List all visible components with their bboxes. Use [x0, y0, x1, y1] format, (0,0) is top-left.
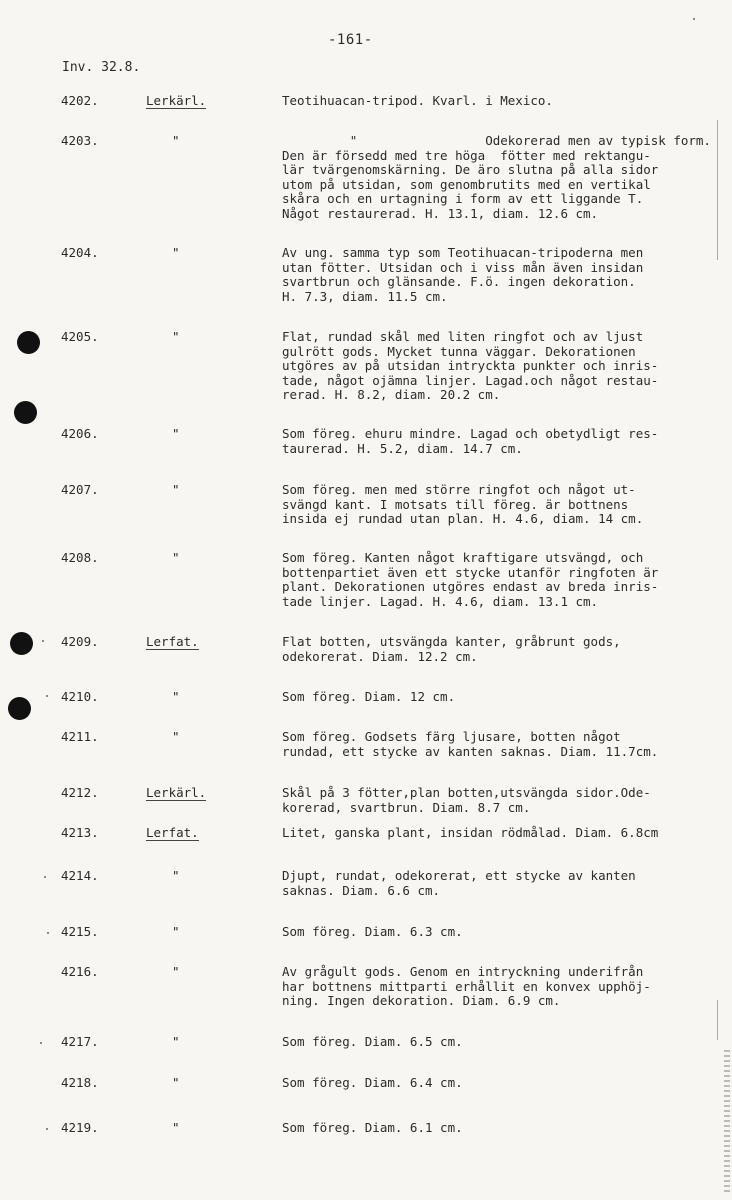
- speck: [47, 932, 49, 934]
- entry-description: Flat botten, utsvängda kanter, gråbrunt gods, odekorerat. Diam. 12.2 cm.: [282, 634, 621, 664]
- entry-description: Litet, ganska plant, insidan rödmålad. Diam. 6.8cm: [282, 825, 659, 840]
- paper-edge: [724, 1050, 730, 1195]
- entry-description: Som föreg. Kanten något kraftigare utsvängd, och bottenpartiet även ett stycke utanför ringfoten är plant. Dekorationen utgöres endast av breda inris- tade linjer. Lagad. H. 4.6, diam. 13.1 cm.: [282, 550, 659, 609]
- ditto-mark: ": [172, 1075, 180, 1090]
- punch-hole: [17, 331, 40, 354]
- entry-number: 4204.: [61, 245, 99, 260]
- ditto-mark: ": [172, 245, 180, 260]
- entry-description: Teotihuacan-tripod. Kvarl. i Mexico.: [282, 93, 553, 108]
- entry-description: Som föreg. Diam. 6.4 cm.: [282, 1075, 463, 1090]
- speck: [46, 1128, 48, 1130]
- entry-description: Som föreg. men med större ringfot och något ut- svängd kant. I motsats till föreg. är bottnens insida ej rundad utan plan. H. 4.6, diam. 14 cm.: [282, 482, 644, 527]
- speck: [42, 640, 44, 642]
- entry-number: 4219.: [61, 1120, 99, 1135]
- ditto-mark: ": [172, 482, 180, 497]
- entry-type: Lerkärl.: [146, 785, 207, 800]
- entry-type: Lerkärl.: [146, 93, 207, 108]
- ditto-mark: ": [172, 1034, 180, 1049]
- entry-description: Flat, rundad skål med liten ringfot och av ljust gulrött gods. Mycket tunna väggar. Dekorationen utgöres av på utsidan intryckta punkter och inris- tade, något ojämna linjer. Lagad.och något restau- rerad. H. 8.2, diam. 20.2 cm.: [282, 329, 659, 403]
- margin-line: [717, 120, 718, 260]
- ditto-mark: ": [172, 329, 180, 344]
- entry-description: Djupt, rundat, odekorerat, ett stycke av kanten saknas. Diam. 6.6 cm.: [282, 868, 636, 898]
- punch-hole: [8, 697, 31, 720]
- entry-description: Av ung. samma typ som Teotihuacan-tripoderna men utan fötter. Utsidan och i viss mån även insidan svartbrun och glänsande. F.ö. ingen dekoration. H. 7.3, diam. 11.5 cm.: [282, 245, 644, 304]
- entry-number: 4218.: [61, 1075, 99, 1090]
- punch-hole: [10, 632, 33, 655]
- entry-number: 4209.: [61, 634, 99, 649]
- entry-number: 4216.: [61, 964, 99, 979]
- speck: [44, 876, 46, 878]
- speck: [40, 1042, 42, 1044]
- inventory-label: Inv. 32.8.: [62, 60, 141, 75]
- entry-number: 4207.: [61, 482, 99, 497]
- entry-number: 4208.: [61, 550, 99, 565]
- ditto-mark: ": [172, 689, 180, 704]
- ditto-mark: ": [172, 964, 180, 979]
- entry-number: 4206.: [61, 426, 99, 441]
- entry-number: 4211.: [61, 729, 99, 744]
- entry-number: 4210.: [61, 689, 99, 704]
- entry-description: Som föreg. Diam. 6.1 cm.: [282, 1120, 463, 1135]
- entry-number: 4205.: [61, 329, 99, 344]
- ditto-mark: ": [172, 1120, 180, 1135]
- entry-description: Skål på 3 fötter,plan botten,utsvängda sidor.Ode- korerad, svartbrun. Diam. 8.7 cm.: [282, 785, 651, 815]
- entry-description: Som föreg. Godsets färg ljusare, botten något rundad, ett stycke av kanten saknas. Diam. 11.7cm.: [282, 729, 659, 759]
- entry-number: 4213.: [61, 825, 99, 840]
- entry-description: Som föreg. Diam. 6.3 cm.: [282, 924, 463, 939]
- entry-type: Lerfat.: [146, 634, 199, 649]
- speck: [46, 695, 48, 697]
- entry-description: Som föreg. ehuru mindre. Lagad och obetydligt res- taurerad. H. 5.2, diam. 14.7 cm.: [282, 426, 659, 456]
- entry-description: Som föreg. Diam. 12 cm.: [282, 689, 456, 704]
- ditto-mark: ": [172, 729, 180, 744]
- entry-number: 4215.: [61, 924, 99, 939]
- ditto-mark: ": [172, 426, 180, 441]
- entry-number: 4203.: [61, 133, 99, 148]
- ditto-mark: ": [172, 550, 180, 565]
- entry-description: Som föreg. Diam. 6.5 cm.: [282, 1034, 463, 1049]
- entry-number: 4217.: [61, 1034, 99, 1049]
- margin-line: [717, 1000, 718, 1040]
- entry-number: 4214.: [61, 868, 99, 883]
- page-number: -161-: [328, 32, 373, 48]
- entry-description: " Odekorerad men av typisk form. Den är försedd med tre höga fötter med rektangu- lär tvärgenomskärning. De äro slutna på alla sidor utom på utsidan, som genombrutits med en vertikal skåra och en urtagning i form av ett liggande T. Något restaurerad. H. 13.1, diam. 12.6 cm.: [282, 133, 711, 221]
- entry-number: 4212.: [61, 785, 99, 800]
- speck: [693, 18, 695, 20]
- entry-number: 4202.: [61, 93, 99, 108]
- ditto-mark: ": [172, 133, 180, 148]
- punch-hole: [14, 401, 37, 424]
- ditto-mark: ": [172, 868, 180, 883]
- entry-type: Lerfat.: [146, 825, 199, 840]
- ditto-mark: ": [172, 924, 180, 939]
- entry-description: Av grågult gods. Genom en intryckning underifrån har bottnens mittparti erhållit en konvex upphöj- ning. Ingen dekoration. Diam. 6.9 cm.: [282, 964, 651, 1009]
